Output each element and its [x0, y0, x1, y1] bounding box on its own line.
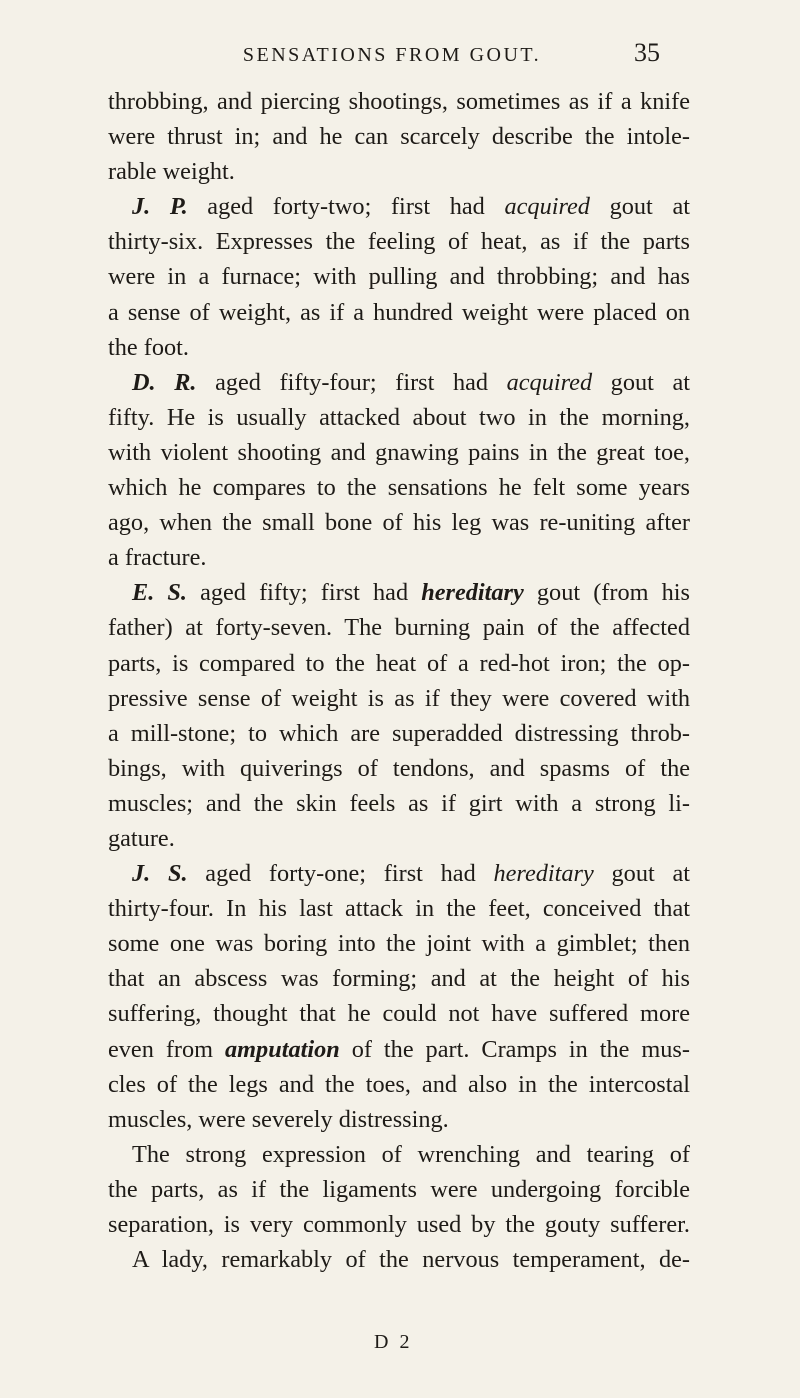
emphasis: amputation [225, 1035, 340, 1063]
text-line: even from amputation of the part. Cramps in the mus- [108, 1035, 690, 1063]
text-line: with violent shooting and gnawing pains in the great toe, [108, 438, 690, 466]
signature-mark: D 2 [374, 1331, 413, 1353]
paragraph-start: The strong expression of wrenching and tearing of [132, 1140, 690, 1168]
case-initials: E. S. [132, 579, 187, 607]
text-line: a mill-stone; to which are superadded distressing throb- [108, 719, 690, 747]
emphasis: hereditary [421, 579, 524, 607]
text-line: separation, is very commonly used by the gouty sufferer. [108, 1211, 690, 1238]
text-line: cles of the legs and the toes, and also in the intercostal [108, 1070, 690, 1098]
text-line: were thrust in; and he can scarcely describe the intole- [108, 123, 690, 151]
emphasis: acquired [504, 193, 590, 221]
text-line: gature. [108, 824, 175, 852]
case-initials: D. R. [132, 368, 197, 396]
case-initials: J. S. [132, 860, 188, 888]
page-number: 35 [634, 38, 660, 67]
case-entry-jp: J. P. aged forty-two; first had acquired gout at [132, 193, 690, 221]
text-line: the parts, as if the ligaments were undergoing forcible [108, 1175, 690, 1203]
text-line: thirty-six. Expresses the feeling of heat, as if the parts [108, 228, 690, 256]
paragraph-start: A lady, remarkably of the nervous temperament, de- [132, 1246, 690, 1274]
text-line: a fracture. [108, 544, 207, 572]
text-line: a sense of weight, as if a hundred weight were placed on [108, 298, 690, 326]
running-title: SENSATIONS FROM GOUT. [242, 44, 542, 66]
text-line: some one was boring into the joint with a gimblet; then [108, 930, 690, 958]
text-line: which he compares to the sensations he felt some years [108, 474, 690, 502]
text-line: thirty-four. In his last attack in the feet, conceived that [108, 895, 690, 923]
case-entry-js: J. S. aged forty-one; first had hereditary gout at [132, 860, 690, 888]
case-entry-es: E. S. aged fifty; first had hereditary gout (from his [132, 579, 690, 607]
text-line: fifty. He is usually attacked about two in the morning, [108, 403, 690, 431]
case-initials: J. P. [132, 193, 188, 221]
case-entry-dr: D. R. aged fifty-four; first had acquired gout at [132, 368, 690, 396]
text-line: father) at forty-seven. The burning pain of the affected [108, 614, 690, 642]
text-line: suffering, thought that he could not have suffered more [108, 1000, 690, 1028]
text-line: the foot. [108, 333, 189, 361]
emphasis: hereditary [493, 860, 594, 888]
body-text [108, 84, 690, 1277]
text-line: muscles, were severely distressing. [108, 1105, 449, 1133]
text-line: rable weight. [108, 158, 235, 186]
text-line: muscles; and the skin feels as if girt with a strong li- [108, 789, 690, 817]
text-line: ago, when the small bone of his leg was re-uniting after [108, 509, 690, 537]
text-line: parts, is compared to the heat of a red-hot iron; the op- [108, 649, 690, 677]
text-line: bings, with quiverings of tendons, and spasms of the [108, 754, 690, 782]
text-line: that an abscess was forming; and at the height of his [108, 965, 690, 993]
text-line: were in a furnace; with pulling and throbbing; and has [108, 263, 690, 291]
text-line: pressive sense of weight is as if they were covered with [108, 684, 690, 712]
text-line: throbbing, and piercing shootings, sometimes as if a knife [108, 88, 690, 115]
emphasis: acquired [506, 368, 593, 396]
